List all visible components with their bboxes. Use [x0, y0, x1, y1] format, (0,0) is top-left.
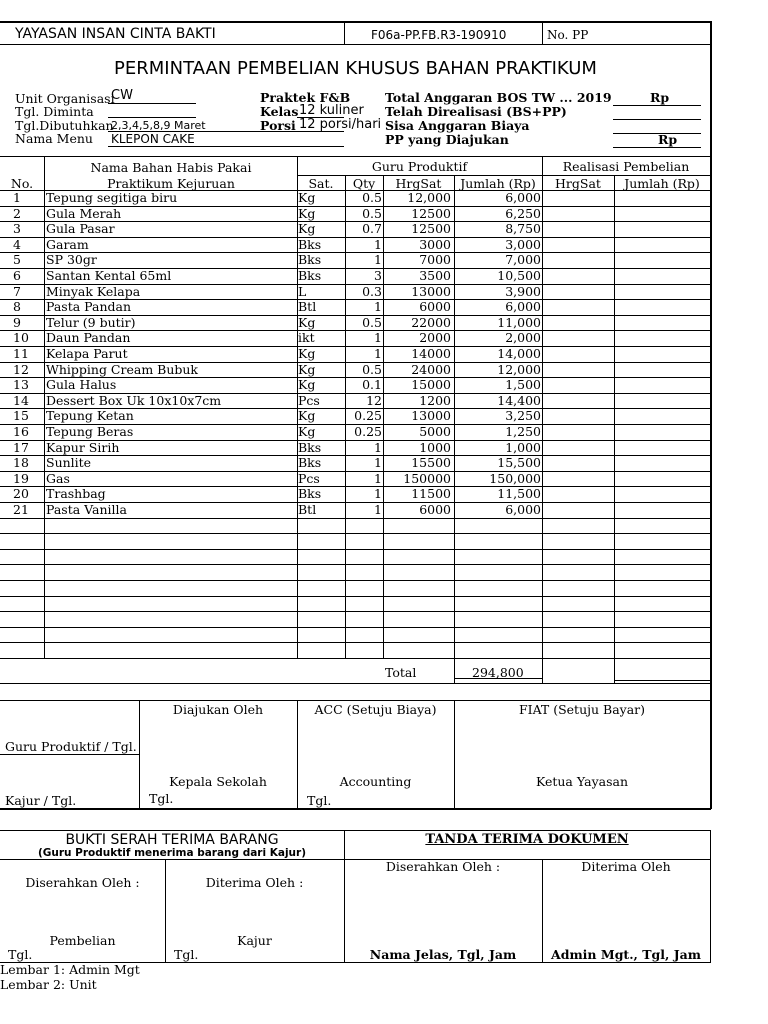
bukti-title: BUKTI SERAH TERIMA BARANG — [65, 832, 279, 848]
row-nama: Minyak Kelapa — [46, 284, 141, 299]
col-jumlah-header: Jumlah (Rp) — [460, 176, 536, 191]
row-nama: Sunlite — [46, 455, 92, 470]
org-name: YAYASAN INSAN CINTA BAKTI — [15, 26, 216, 42]
bukti-tgl-1: Tgl. — [8, 947, 33, 962]
row-hrgsat: 1200 — [419, 393, 451, 408]
row-sat: Kg — [298, 221, 316, 236]
row-hrgsat: 22000 — [411, 315, 451, 330]
row-sat: Btl — [298, 502, 317, 517]
row-sat: L — [298, 284, 307, 299]
row-jumlah: 14,400 — [497, 393, 541, 408]
admin-mgt-label: Admin Mgt., Tgl, Jam — [551, 947, 701, 962]
row-no: 21 — [13, 502, 29, 517]
row-no: 4 — [13, 237, 21, 252]
group-guru-header: Guru Produktif — [371, 159, 468, 174]
row-nama: Garam — [46, 237, 89, 252]
group-realisasi-header: Realisasi Pembelian — [562, 159, 690, 174]
kajur-tgl-label: Kajur / Tgl. — [5, 793, 77, 808]
row-nama: Kelapa Parut — [46, 346, 128, 361]
row-jumlah: 150,000 — [489, 471, 541, 486]
row-no: 7 — [13, 284, 21, 299]
page-title: PERMINTAAN PEMBELIAN KHUSUS BAHAN PRAKTIKUM — [114, 58, 597, 79]
lembar-1: Lembar 1: Admin Mgt — [0, 962, 140, 977]
row-nama: Daun Pandan — [46, 330, 131, 345]
row-nama: Gula Merah — [46, 206, 122, 221]
row-sat: Btl — [298, 299, 317, 314]
row-sat: Kg — [298, 190, 316, 205]
row-qty: 3 — [374, 268, 382, 283]
row-hrgsat: 13000 — [411, 408, 451, 423]
tanda-diserahkan-label: Diserahkan Oleh : — [385, 859, 501, 874]
col-hrgsat-header: HrgSat — [395, 176, 442, 191]
row-sat: Kg — [298, 315, 316, 330]
col-nama-header-1: Nama Bahan Habis Pakai — [90, 160, 252, 175]
row-sat: Pcs — [298, 393, 320, 408]
row-jumlah: 1,000 — [505, 440, 541, 455]
row-qty: 1 — [374, 502, 382, 517]
row-no: 8 — [13, 299, 21, 314]
row-qty: 0.25 — [354, 408, 382, 423]
row-qty: 12 — [366, 393, 382, 408]
row-hrgsat: 24000 — [411, 362, 451, 377]
row-no: 14 — [13, 393, 29, 408]
row-no: 17 — [13, 440, 29, 455]
row-jumlah: 2,000 — [505, 330, 541, 345]
row-sat: Kg — [298, 206, 316, 221]
row-hrgsat: 13000 — [411, 284, 451, 299]
row-jumlah: 15,500 — [497, 455, 541, 470]
row-sat: Bks — [298, 252, 322, 267]
row-nama: Santan Kental 65ml — [46, 268, 172, 283]
row-qty: 0.5 — [362, 362, 382, 377]
row-sat: Bks — [298, 440, 322, 455]
row-jumlah: 8,750 — [505, 221, 541, 236]
kelas-label: Kelas — [260, 104, 299, 119]
bukti-diterima-label: Diterima Oleh : — [205, 875, 304, 890]
row-no: 10 — [13, 330, 29, 345]
row-qty: 1 — [374, 330, 382, 345]
unit-value: CW — [111, 88, 133, 103]
nama-menu-label: Nama Menu — [15, 131, 93, 146]
row-nama: Pasta Vanilla — [46, 502, 127, 517]
row-hrgsat: 15500 — [411, 455, 451, 470]
row-qty: 0.5 — [362, 206, 382, 221]
row-nama: Tepung segitiga biru — [46, 190, 178, 205]
acc-label: ACC (Setuju Biaya) — [314, 702, 437, 717]
row-jumlah: 3,900 — [505, 284, 541, 299]
row-qty: 1 — [374, 455, 382, 470]
row-hrgsat: 15000 — [411, 377, 451, 392]
row-jumlah: 12,000 — [497, 362, 541, 377]
row-hrgsat: 6000 — [419, 502, 451, 517]
lembar-2: Lembar 2: Unit — [0, 977, 97, 992]
row-qty: 0.3 — [362, 284, 382, 299]
row-no: 18 — [13, 455, 29, 470]
row-no: 12 — [13, 362, 29, 377]
row-nama: Gula Pasar — [46, 221, 115, 236]
row-sat: Bks — [298, 237, 322, 252]
row-no: 16 — [13, 424, 29, 439]
row-jumlah: 1,250 — [505, 424, 541, 439]
col-jumlah2-header: Jumlah (Rp) — [624, 176, 700, 191]
col-hrgsat2-header: HrgSat — [555, 176, 601, 191]
pembelian-label: Pembelian — [49, 933, 116, 948]
diajukan-rp: Rp — [658, 132, 678, 147]
ketua-yayasan-label: Ketua Yayasan — [535, 774, 629, 789]
row-qty: 1 — [374, 299, 382, 314]
row-sat: Kg — [298, 377, 316, 392]
col-no-header: No. — [10, 176, 34, 191]
row-no: 9 — [13, 315, 21, 330]
row-nama: Pasta Pandan — [46, 299, 132, 314]
row-nama: SP 30gr — [46, 252, 97, 267]
row-hrgsat: 14000 — [411, 346, 451, 361]
row-qty: 1 — [374, 252, 382, 267]
row-no: 5 — [13, 252, 21, 267]
row-qty: 1 — [374, 346, 382, 361]
row-nama: Tepung Ketan — [46, 408, 134, 423]
tgl-dibutuhkan-label: Tgl.Dibutuhkan — [15, 118, 114, 133]
row-jumlah: 10,500 — [497, 268, 541, 283]
row-hrgsat: 12,000 — [407, 190, 451, 205]
row-hrgsat: 6000 — [419, 299, 451, 314]
row-sat: Bks — [298, 486, 322, 501]
row-nama: Gula Halus — [46, 377, 117, 392]
row-sat: Kg — [298, 362, 316, 377]
row-nama: Telur (9 butir) — [46, 315, 136, 330]
bukti-subtitle: (Guru Produktif menerima barang dari Kajur) — [37, 847, 307, 859]
col-qty-header: Qty — [352, 176, 376, 191]
row-hrgsat: 11500 — [411, 486, 451, 501]
accounting-label: Accounting — [339, 774, 412, 789]
row-sat: Kg — [298, 408, 316, 423]
row-sat: ikt — [298, 330, 315, 345]
nama-menu-value: KLEPON CAKE — [111, 132, 195, 146]
guru-tgl-label: Guru Produktif / Tgl. — [5, 739, 137, 754]
row-qty: 0.5 — [362, 190, 382, 205]
bukti-tgl-2: Tgl. — [174, 947, 199, 962]
row-hrgsat: 150000 — [403, 471, 451, 486]
anggaran-label: Total Anggaran BOS TW ... 2019 — [385, 90, 612, 105]
diajukan-label: PP yang Diajukan — [385, 132, 509, 147]
row-nama: Kapur Sirih — [46, 440, 120, 455]
total-label: Total — [385, 665, 417, 680]
row-jumlah: 6,000 — [505, 299, 541, 314]
kelas-value: 12 kuliner — [299, 103, 364, 118]
realisasi-label: Telah Direalisasi (BS+PP) — [385, 104, 567, 119]
row-jumlah: 3,000 — [505, 237, 541, 252]
row-no: 2 — [13, 206, 21, 221]
porsi-value: 12 porsi/hari — [299, 117, 382, 132]
row-nama: Trashbag — [46, 486, 106, 501]
tgl-dibutuhkan-value: 2,3,4,5,8,9 Maret — [111, 119, 206, 132]
row-jumlah: 7,000 — [505, 252, 541, 267]
row-jumlah: 3,250 — [505, 408, 541, 423]
row-jumlah: 6,000 — [505, 190, 541, 205]
row-qty: 0.5 — [362, 315, 382, 330]
sisa-label: Sisa Anggaran Biaya — [385, 118, 530, 133]
approval-tgl-1: Tgl. — [149, 791, 174, 806]
total-value: 294,800 — [472, 665, 524, 680]
row-hrgsat: 1000 — [419, 440, 451, 455]
tanda-diterima-label: Diterima Oleh — [581, 859, 671, 874]
row-sat: Pcs — [298, 471, 320, 486]
row-jumlah: 11,000 — [497, 315, 541, 330]
row-no: 19 — [13, 471, 29, 486]
row-hrgsat: 2000 — [419, 330, 451, 345]
row-qty: 1 — [374, 440, 382, 455]
row-nama: Dessert Box Uk 10x10x7cm — [46, 393, 222, 408]
unit-label: Unit Organisasi — [15, 91, 115, 106]
row-sat: Kg — [298, 424, 316, 439]
row-no: 6 — [13, 268, 21, 283]
row-hrgsat: 12500 — [411, 221, 451, 236]
row-no: 15 — [13, 408, 29, 423]
row-sat: Kg — [298, 346, 316, 361]
row-jumlah: 1,500 — [505, 377, 541, 392]
diajukan-oleh-label: Diajukan Oleh — [172, 702, 264, 717]
row-jumlah: 14,000 — [497, 346, 541, 361]
row-nama: Whipping Cream Bubuk — [46, 362, 199, 377]
form-code: F06a-PP.FB.R3-190910 — [371, 28, 507, 42]
tanda-title: TANDA TERIMA DOKUMEN — [425, 832, 629, 847]
row-sat: Bks — [298, 455, 322, 470]
col-nama-header-2: Praktikum Kejuruan — [107, 176, 235, 191]
row-qty: 1 — [374, 237, 382, 252]
anggaran-rp: Rp — [650, 90, 670, 105]
row-no: 1 — [13, 190, 21, 205]
row-hrgsat: 12500 — [411, 206, 451, 221]
row-qty: 0.7 — [362, 221, 382, 236]
row-hrgsat: 5000 — [419, 424, 451, 439]
kepala-sekolah-label: Kepala Sekolah — [169, 774, 267, 789]
row-no: 13 — [13, 377, 29, 392]
fiat-label: FIAT (Setuju Bayar) — [518, 702, 646, 717]
row-nama: Tepung Beras — [46, 424, 134, 439]
row-hrgsat: 3000 — [419, 237, 451, 252]
porsi-label: Porsi — [260, 118, 296, 133]
col-sat-header: Sat. — [308, 176, 334, 191]
row-jumlah: 11,500 — [497, 486, 541, 501]
row-qty: 1 — [374, 486, 382, 501]
row-no: 11 — [13, 346, 29, 361]
row-hrgsat: 3500 — [419, 268, 451, 283]
no-pp-label: No. PP — [547, 28, 589, 42]
row-no: 3 — [13, 221, 21, 236]
row-jumlah: 6,250 — [505, 206, 541, 221]
praktek-label: Praktek F&B — [260, 90, 351, 105]
tgl-diminta-label: Tgl. Diminta — [15, 104, 94, 119]
row-qty: 1 — [374, 471, 382, 486]
row-hrgsat: 7000 — [419, 252, 451, 267]
bukti-kajur-label: Kajur — [237, 933, 272, 948]
row-qty: 0.25 — [354, 424, 382, 439]
bukti-diserahkan-label: Diserahkan Oleh : — [25, 875, 140, 890]
row-no: 20 — [13, 486, 29, 501]
row-jumlah: 6,000 — [505, 502, 541, 517]
row-qty: 0.1 — [362, 377, 382, 392]
row-sat: Bks — [298, 268, 322, 283]
nama-jelas-label: Nama Jelas, Tgl, Jam — [369, 947, 517, 962]
approval-tgl-2: Tgl. — [307, 793, 332, 808]
row-nama: Gas — [46, 471, 70, 486]
